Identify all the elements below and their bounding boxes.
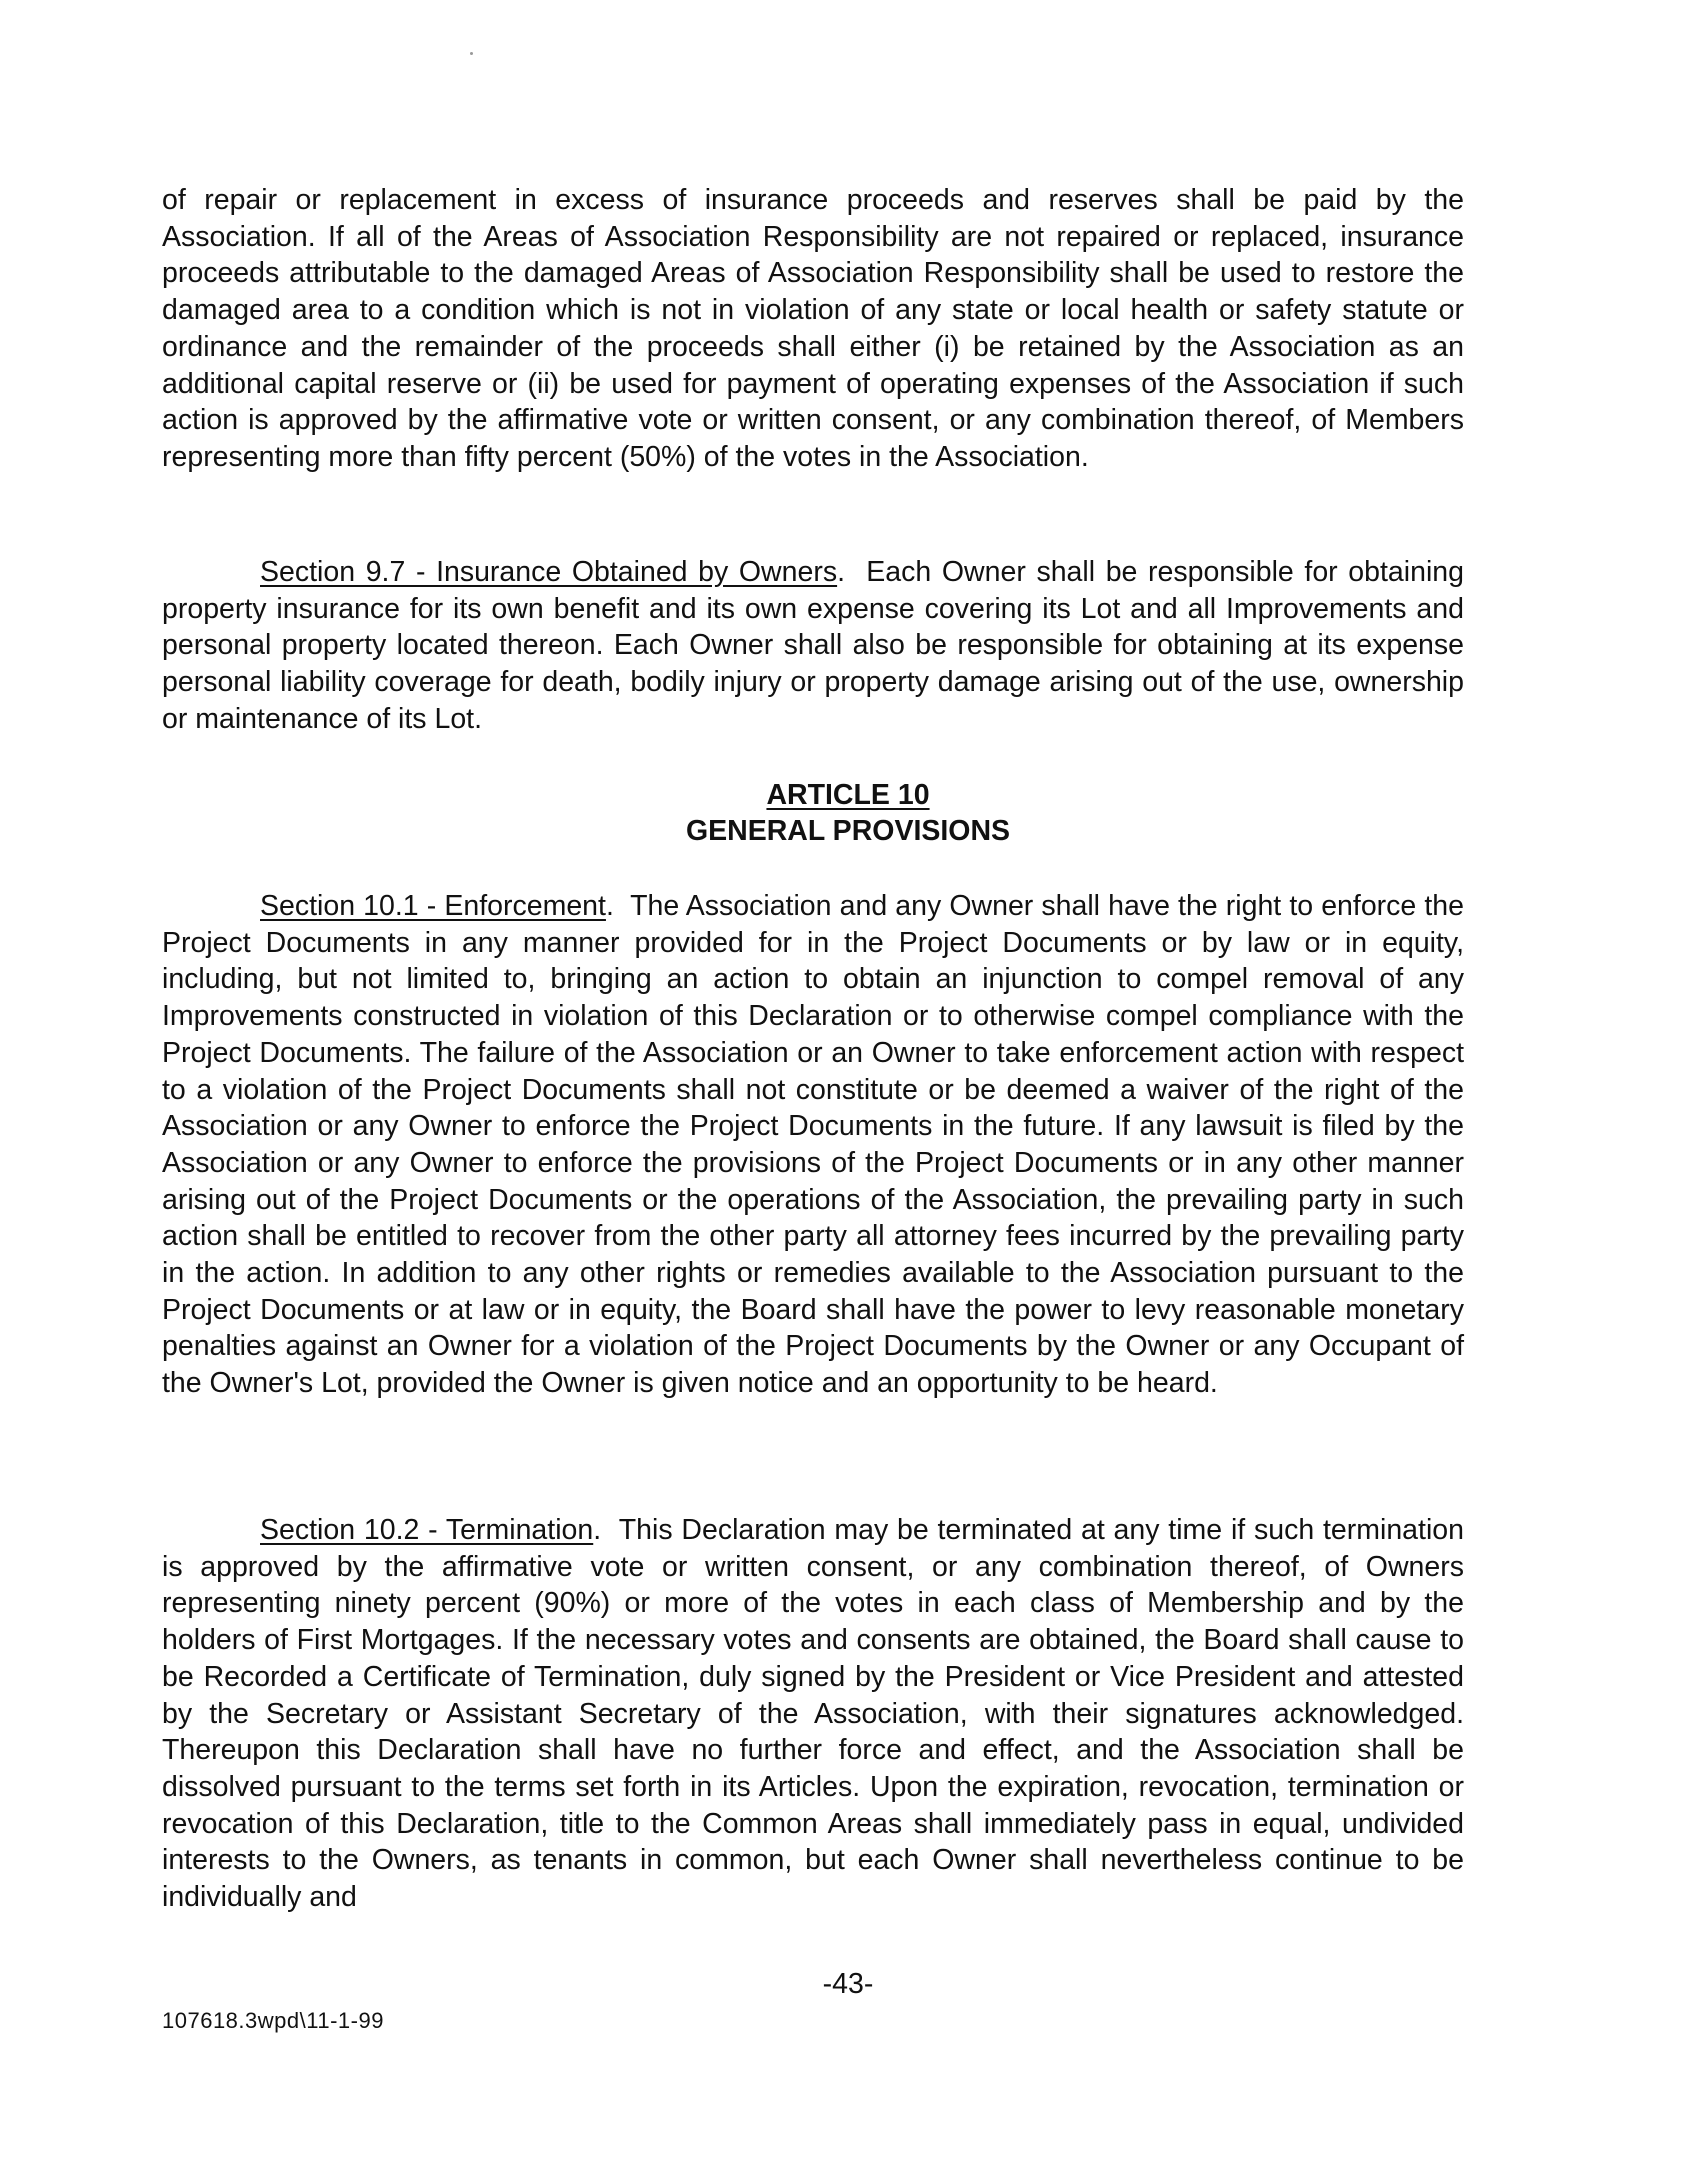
article-number: ARTICLE 10 — [766, 779, 930, 811]
section-9-7-heading: Section 9.7 - Insurance Obtained by Owners — [260, 556, 838, 588]
section-10-2-body: This Declaration may be terminated at any time if such termination is approved by the affirmative vote or written consent, or any combination thereof, of Owners representing ninety percent (90%) or more of the votes in each class of Membership and by the holders of First Mortgages. If the necessary votes and consents are obtained, the Board shall cause to be Recorded a Certificate of Termination, duly signed by the President or Vice President and attested by the Secretary or Assistant Secretary of the Association, with their signatures acknowledged. Thereupon this Declaration shall have no further force and effect, and the Association shall be dissolved pursuant to the terms set forth in its Articles. Upon the expiration, revocation, termination or revocation of this Declaration, title to the Common Areas shall immediately pass in equal, undivided interests to the Owners, as tenants in common, but each Owner shall nevertheless continue to be individually and — [162, 1514, 1464, 1914]
paragraph-continuation: of repair or replacement in excess of insurance proceeds and reserves shall be paid by the Association. If all of the Areas of Association Responsibility are not repaired or replaced, insurance proceeds attributable to the damaged Areas of Association Responsibility shall be used to restore the damaged area to a condition which is not in violation of any state or local health or safety statute or ordinance and the remainder of the proceeds shall either (i) be retained by the Association as an additional capital reserve or (ii) be used for payment of operating expenses of the Association if such action is approved by the affirmative vote or written consent, or any combination thereof, of Members representing more than fifty percent (50%) of the votes in the Association. — [162, 184, 1464, 473]
page-number: -43- — [822, 1968, 874, 2000]
article-title: GENERAL PROVISIONS — [685, 815, 1011, 847]
scan-speck — [470, 52, 473, 55]
section-10-2-heading: Section 10.2 - Termination — [260, 1514, 594, 1546]
section-10-1-paragraph: Section 10.1 - Enforcement. The Association and any Owner shall have the right to enforce the Project Documents in any manner provided for in the Project Documents or by law or in equity, including, but not limited to, bringing an action to obtain an injunction to compel removal of any Improvements constructed in violation of this Declaration or to otherwise compel compliance with the Project Documents. The failure of the Association or an Owner to take enforcement action with respect to a violation of the Project Documents shall not constitute or be deemed a waiver of the right of the Association or any Owner to enforce the Project Documents in the future. If any lawsuit is filed by the Association or any Owner to enforce the provisions of the Project Documents or in any other manner arising out of the Project Documents or the operations of the Association, the prevailing party in such action shall be entitled to recover from the other party all attorney fees incurred by the prevailing party in the action. In addition to any other rights or remedies available to the Association pursuant to the Project Documents or at law or in equity, the Board shall have the power to levy reasonable monetary penalties against an Owner for a violation of the Project Documents by the Owner or any Occupant of the Owner's Lot, provided the Owner is given notice and an opportunity to be heard. — [162, 890, 1465, 1400]
footer-document-code: 107618.3wpd\11-1-99 — [162, 2008, 384, 2033]
section-10-1-body: The Association and any Owner shall have the right to enforce the Project Documents in any manner provided for in the Project Documents or by law or in equity, including, but not limited to, bringing an action to obtain an injunction to compel removal of any Improvements constructed in violation of this Declaration or to otherwise compel compliance with the Project Documents. The failure of the Association or an Owner to take enforcement action with respect to a violation of the Project Documents shall not constitute or be deemed a waiver of the right of the Association or any Owner to enforce the Project Documents in the future. If any lawsuit is filed by the Association or any Owner to enforce the provisions of the Project Documents or in any other manner arising out of the Project Documents or the operations of the Association, the prevailing party in such action shall be entitled to recover from the other party all attorney fees incurred by the prevailing party in the action. In addition to any other rights or remedies available to the Association pursuant to the Project Documents or at law or in equity, the Board shall have the power to levy reasonable monetary penalties against an Owner for a violation of the Project Documents by the Owner or any Occupant of the Owner's Lot, provided the Owner is given notice and an opportunity to be heard. — [162, 890, 1465, 1400]
section-9-7-body: Each Owner shall be responsible for obtaining property insurance for its own benefit and its own expense covering its Lot and all Improvements and personal property located thereon. Each Owner shall also be responsible for obtaining at its expense personal liability coverage for death, bodily injury or property damage arising out of the use, ownership or maintenance of its Lot. — [162, 556, 1464, 735]
section-10-2-paragraph: Section 10.2 - Termination. This Declaration may be terminated at any time if such termination is approved by the affirmative vote or written consent, or any combination thereof, of Owners representing ninety percent (90%) or more of the votes in each class of Membership and by the holders of First Mortgages. If the necessary votes and consents are obtained, the Board shall cause to be Recorded a Certificate of Termination, duly signed by the President or Vice President and attested by the Secretary or Assistant Secretary of the Association, with their signatures acknowledged. Thereupon this Declaration shall have no further force and effect, and the Association shall be dissolved pursuant to the terms set forth in its Articles. Upon the expiration, revocation, termination or revocation of this Declaration, title to the Common Areas shall immediately pass in equal, undivided interests to the Owners, as tenants in common, but each Owner shall nevertheless continue to be individually and — [162, 1514, 1464, 1914]
section-9-7-paragraph: Section 9.7 - Insurance Obtained by Owners. Each Owner shall be responsible for obtaining property insurance for its own benefit and its own expense covering its Lot and all Improvements and personal property located thereon. Each Owner shall also be responsible for obtaining at its expense personal liability coverage for death, bodily injury or property damage arising out of the use, ownership or maintenance of its Lot. — [162, 556, 1464, 735]
section-10-1-heading: Section 10.1 - Enforcement — [260, 890, 606, 922]
